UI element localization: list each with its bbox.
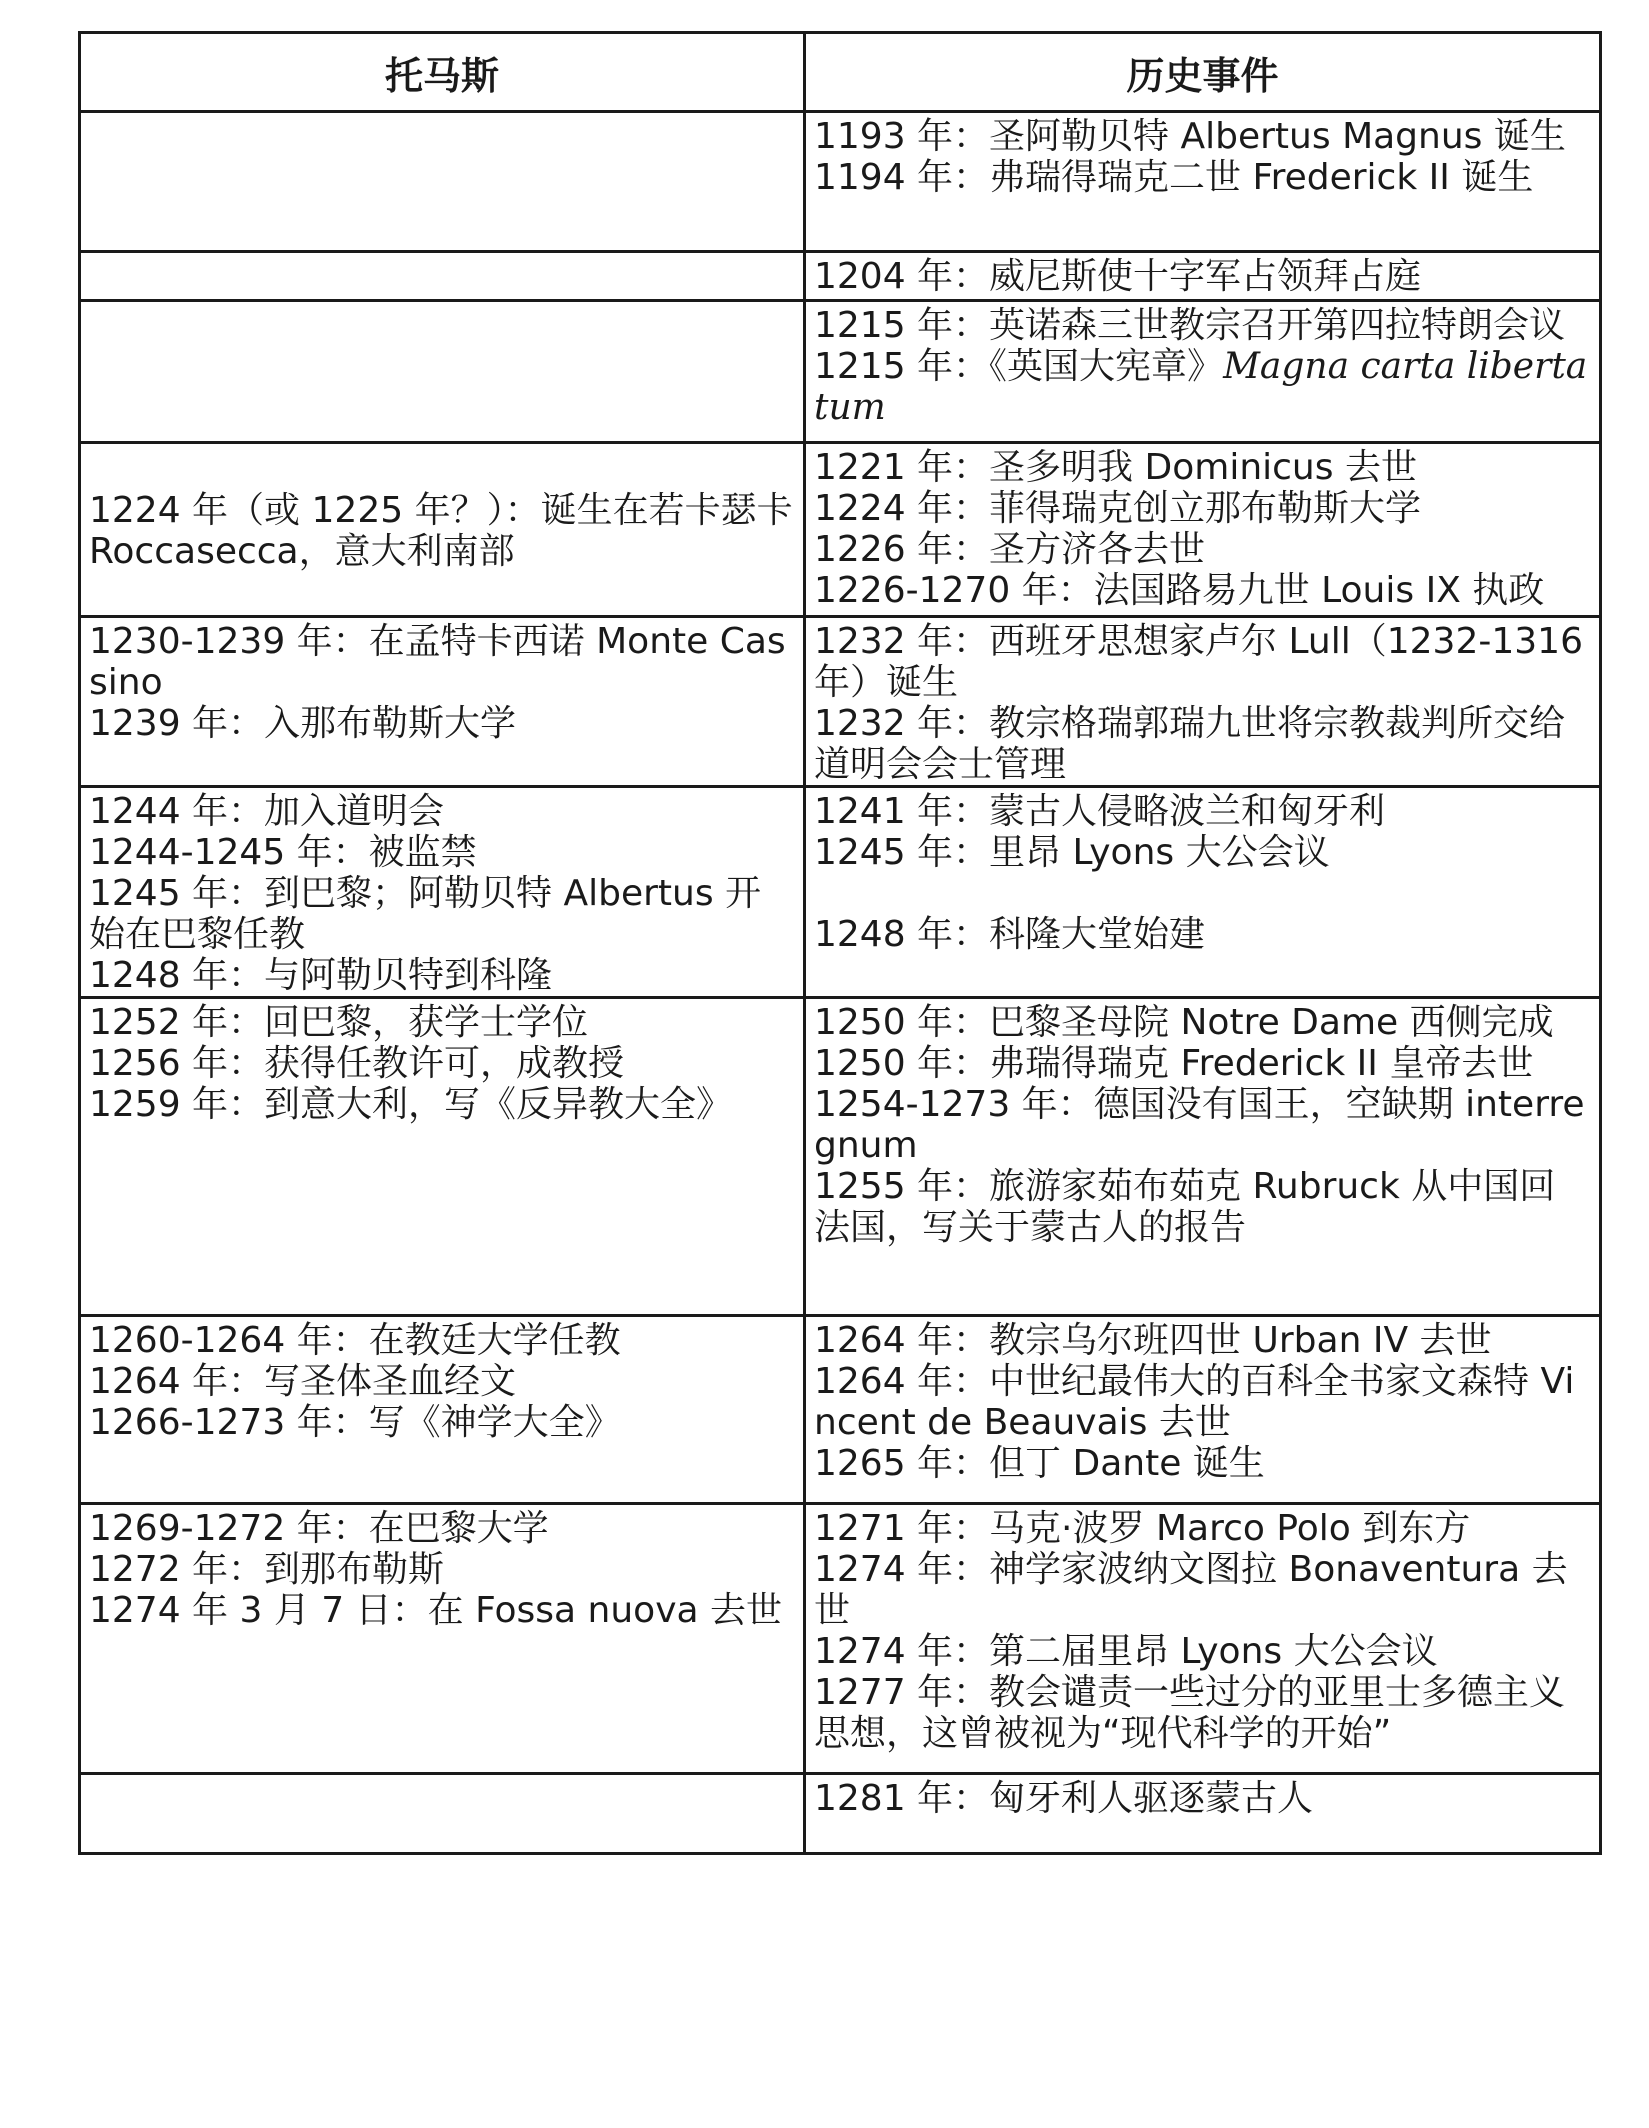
thomas-cell bbox=[80, 617, 805, 787]
thomas-entry: 1259 年：到意大利，写《反异教大全》 bbox=[89, 1084, 733, 1125]
events-cell bbox=[805, 1774, 1601, 1854]
event-entry bbox=[814, 346, 1591, 428]
event-entry: 1264 年：教宗乌尔班四世 Urban IV 去世 bbox=[814, 1320, 1492, 1361]
event-entry: 1194 年：弗瑞得瑞克二世 Frederick II 诞生 bbox=[814, 157, 1534, 198]
thomas-cell bbox=[80, 252, 805, 301]
thomas-entry: 1272 年：到那布勒斯 bbox=[89, 1549, 445, 1590]
event-entry: 1250 年：弗瑞得瑞克 Frederick II 皇帝去世 bbox=[814, 1043, 1534, 1084]
table-row bbox=[80, 998, 1601, 1316]
timeline-table bbox=[78, 31, 1602, 1855]
event-entry: 1193 年：圣阿勒贝特 Albertus Magnus 诞生 bbox=[814, 116, 1566, 157]
event-entry: 1224 年：菲得瑞克创立那布勒斯大学 bbox=[814, 488, 1422, 529]
event-entry: 1250 年：巴黎圣母院 Notre Dame 西侧完成 bbox=[814, 1002, 1554, 1043]
thomas-entry: 1244 年：加入道明会 bbox=[89, 791, 445, 832]
events-cell bbox=[805, 787, 1601, 998]
thomas-cell bbox=[80, 112, 805, 252]
event-entry: 1281 年：匈牙利人驱逐蒙古人 bbox=[814, 1778, 1314, 1819]
thomas-entry: 1274 年 3 月 7 日：在 Fossa nuova 去世 bbox=[89, 1590, 783, 1631]
events-cell bbox=[805, 617, 1601, 787]
events-cell bbox=[805, 252, 1601, 301]
thomas-entry: 1256 年：获得任教许可，成教授 bbox=[89, 1043, 625, 1084]
thomas-entry: 1239 年：入那布勒斯大学 bbox=[89, 703, 517, 744]
table-row bbox=[80, 443, 1601, 617]
thomas-entry: 1244-1245 年：被监禁 bbox=[89, 832, 477, 873]
event-prefix: 1215 年：《英国大宪章》 bbox=[814, 346, 1224, 387]
events-cell bbox=[805, 301, 1601, 443]
event-entry: 1215 年：英诺森三世教宗召开第四拉特朗会议 bbox=[814, 305, 1566, 346]
events-cell bbox=[805, 112, 1601, 252]
table-row bbox=[80, 1316, 1601, 1504]
table-row bbox=[80, 617, 1601, 787]
events-cell bbox=[805, 998, 1601, 1316]
events-cell bbox=[805, 1316, 1601, 1504]
table-row bbox=[80, 252, 1601, 301]
table-row bbox=[80, 787, 1601, 998]
event-entry: 1255 年：旅游家茹布茹克 Rubruck 从中国回法国，写关于蒙古人的报告 bbox=[814, 1166, 1556, 1248]
event-entry: 1271 年：马克·波罗 Marco Polo 到东方 bbox=[814, 1508, 1471, 1549]
thomas-entry: 1260-1264 年：在教廷大学任教 bbox=[89, 1320, 621, 1361]
event-entry: 1265 年：但丁 Dante 诞生 bbox=[814, 1443, 1265, 1484]
thomas-entry: 1266-1273 年：写《神学大全》 bbox=[89, 1402, 621, 1443]
thomas-cell bbox=[80, 301, 805, 443]
thomas-cell bbox=[80, 787, 805, 998]
event-entry: 1226 年：圣方济各去世 bbox=[814, 529, 1206, 570]
event-entry: 1254-1273 年：德国没有国王，空缺期 interregnum bbox=[814, 1084, 1585, 1166]
event-entry: 1248 年：科隆大堂始建 bbox=[814, 914, 1206, 955]
thomas-cell bbox=[80, 1316, 805, 1504]
table-row bbox=[80, 301, 1601, 443]
event-entry: 1241 年：蒙古人侵略波兰和匈牙利 bbox=[814, 791, 1386, 832]
thomas-cell bbox=[80, 1504, 805, 1774]
header-row bbox=[80, 33, 1601, 112]
thomas-cell bbox=[80, 1774, 805, 1854]
event-entry: 1274 年：第二届里昂 Lyons 大公会议 bbox=[814, 1631, 1438, 1672]
event-entry: 1232 年：教宗格瑞郭瑞九世将宗教裁判所交给道明会会士管理 bbox=[814, 703, 1566, 785]
thomas-cell bbox=[80, 443, 805, 617]
thomas-entry: 1269-1272 年：在巴黎大学 bbox=[89, 1508, 549, 1549]
event-entry: 1226-1270 年：法国路易九世 Louis IX 执政 bbox=[814, 570, 1545, 611]
thomas-entry: 1264 年：写圣体圣血经文 bbox=[89, 1361, 517, 1402]
thomas-entry: 1252 年：回巴黎，获学士学位 bbox=[89, 1002, 589, 1043]
event-entry: 1274 年：神学家波纳文图拉 Bonaventura 去世 bbox=[814, 1549, 1568, 1631]
event-entry: 1232 年：西班牙思想家卢尔 Lull（1232-1316 年）诞生 bbox=[814, 621, 1583, 703]
event-entry: 1264 年：中世纪最伟大的百科全书家文森特 Vincent de Beauvais 去世 bbox=[814, 1361, 1575, 1443]
thomas-cell bbox=[80, 998, 805, 1316]
table-row bbox=[80, 112, 1601, 252]
magna-carta-title: Magna carta libertatum bbox=[814, 346, 1588, 428]
event-entry: 1221 年：圣多明我 Dominicus 去世 bbox=[814, 447, 1417, 488]
header-thomas: 托马斯 bbox=[80, 33, 805, 112]
table-row bbox=[80, 1774, 1601, 1854]
header-events: 历史事件 bbox=[805, 33, 1601, 112]
table-row bbox=[80, 1504, 1601, 1774]
event-entry: 1277 年：教会谴责一些过分的亚里士多德主义思想，这曾被视为“现代科学的开始” bbox=[814, 1672, 1566, 1754]
event-entry: 1204 年：威尼斯使十字军占领拜占庭 bbox=[814, 256, 1422, 297]
spacer bbox=[814, 873, 1591, 914]
thomas-entry: 1248 年：与阿勒贝特到科隆 bbox=[89, 955, 553, 996]
events-cell bbox=[805, 443, 1601, 617]
event-entry: 1245 年：里昂 Lyons 大公会议 bbox=[814, 832, 1330, 873]
thomas-entry: 1224 年（或 1225 年？）：诞生在若卡瑟卡 Roccasecca，意大利南部 bbox=[89, 490, 793, 572]
thomas-entry: 1245 年：到巴黎；阿勒贝特 Albertus 开始在巴黎任教 bbox=[89, 873, 762, 955]
thomas-entry: 1230-1239 年：在孟特卡西诺 Monte Cassino bbox=[89, 621, 786, 703]
events-cell bbox=[805, 1504, 1601, 1774]
